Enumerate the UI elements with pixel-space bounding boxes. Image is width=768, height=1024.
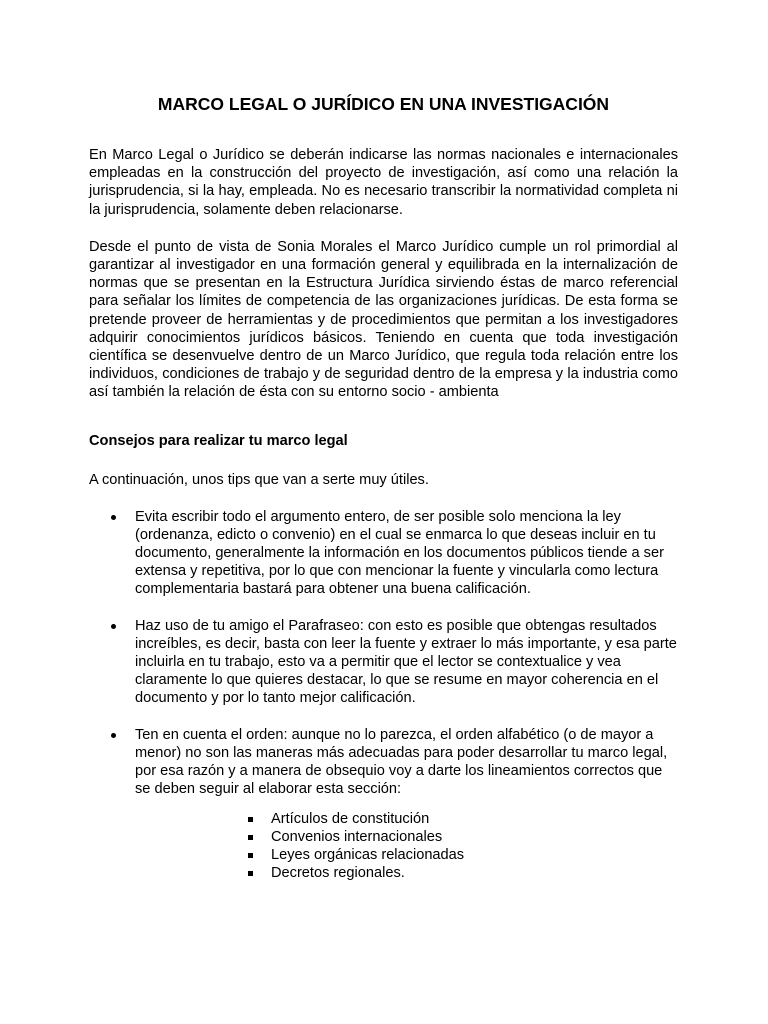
paragraph-marco-legal: En Marco Legal o Jurídico se deberán indicarse las normas nacionales e internacionales empleadas en la construcción del proyecto de investigación, así como una relación la jurisprudencia, si la hay, empleada. No es necesario transcribir la normatividad completa ni la jurisprudencia, solamente deben relacionarse. bbox=[89, 147, 678, 218]
order-item-text: Convenios internacionales bbox=[271, 829, 443, 846]
document-title: MARCO LEGAL O JURÍDICO EN UNA INVESTIGACIÓN bbox=[157, 94, 610, 114]
bullet-dot-icon bbox=[111, 733, 116, 738]
tip-text: Haz uso de tu amigo el Parafraseo: con esto es posible que obtengas resultados increíbles, es decir, basta con leer la fuente y extraer lo más importante, y esa parte incluirla en tu trabajo, esto va a permitir que el lector se contextualice y vea claramente lo que quieres destacar, lo que se resume en mayor coherencia en el documento y por lo tanto mejor calificación. bbox=[135, 617, 677, 707]
tip-text: Evita escribir todo el argumento entero, de ser posible solo menciona la ley (ordenanza, edicto o convenio) en el cual se enmarca lo que deseas incluir en tu documento, generalmente la información en los documentos públicos tiende a ser extensa y repetitiva, por lo que con mencionar la fuente y vincularla como lectura complementaria bastará para obtener una buena calificación. bbox=[135, 508, 664, 598]
order-list bbox=[135, 810, 678, 882]
bullet-dot-icon bbox=[111, 624, 116, 629]
tip-item bbox=[89, 617, 678, 708]
order-item bbox=[135, 828, 678, 846]
order-item bbox=[135, 846, 678, 864]
order-item bbox=[135, 864, 678, 882]
square-bullet-icon bbox=[248, 871, 253, 876]
square-bullet-icon bbox=[248, 817, 253, 822]
tip-item bbox=[89, 726, 678, 883]
tip-item bbox=[89, 508, 678, 599]
order-item bbox=[135, 810, 678, 828]
square-bullet-icon bbox=[248, 853, 253, 858]
order-item-text: Artículos de constitución bbox=[271, 811, 430, 828]
order-item-text: Decretos regionales. bbox=[271, 865, 405, 882]
tips-list bbox=[89, 508, 678, 883]
bullet-dot-icon bbox=[111, 515, 116, 520]
section-heading-consejos: Consejos para realizar tu marco legal bbox=[89, 432, 348, 449]
intro-text: A continuación, unos tips que van a serte muy útiles. bbox=[89, 471, 429, 488]
document-page bbox=[89, 92, 678, 900]
tip-text: Ten en cuenta el orden: aunque no lo parezca, el orden alfabético (o de mayor a menor) no son las maneras más adecuadas para poder desarrollar tu marco legal, por esa razón y a manera de obsequio voy a darte los lineamientos correctos que se deben seguir al elaborar esta sección: bbox=[135, 726, 668, 798]
square-bullet-icon bbox=[248, 835, 253, 840]
paragraph-sonia-morales: Desde el punto de vista de Sonia Morales el Marco Jurídico cumple un rol primordial al garantizar al investigador en una formación general y equilibrada en la internalización de normas que se presentan en la Estructura Jurídica sirviendo éstas de marco referencial para señalar los límites de competencia de las organizaciones jurídicas. De esta forma se pretende proveer de herramientas y de procedimientos que permitan a los investigadores adquirir conocimientos jurídicos básicos. Teniendo en cuenta que toda investigación científica se desenvuelve dentro de un Marco Jurídico, que regula toda relación entre los individuos, condiciones de trabajo y de seguridad dentro de la empresa y la industria como así también la relación de ésta con su entorno socio - ambienta bbox=[89, 238, 678, 401]
order-item-text: Leyes orgánicas relacionadas bbox=[271, 847, 465, 864]
